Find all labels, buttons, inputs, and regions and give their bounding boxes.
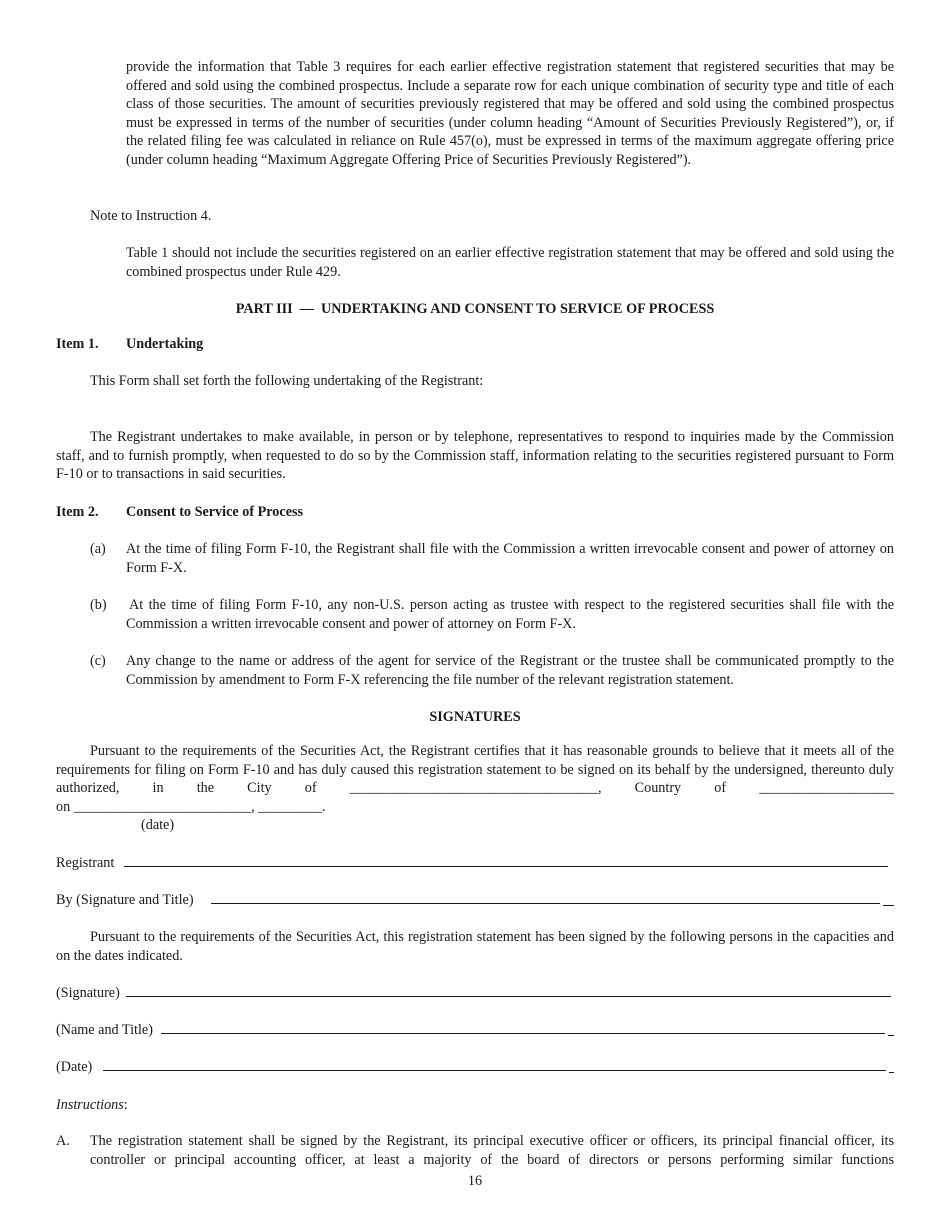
by-signature-title-label: By (Signature and Title) [56, 892, 194, 908]
item2-a-label: (a) [90, 541, 106, 557]
name-title-line-tail [888, 1035, 894, 1036]
signatures-heading: SIGNATURES [429, 709, 521, 725]
signature-label: (Signature) [56, 985, 120, 1001]
note-heading: Note to Instruction 4. [90, 208, 212, 224]
instructions-heading-colon: : [123, 1097, 128, 1113]
instructions-heading [56, 1096, 256, 1115]
page-number: 16 [467, 1173, 483, 1189]
item2-c-text: Any change to the name or address of the agent for service of the Registrant or the trustee shall be communicated promptly to the Commission by amendment to Form F-X referencing the file number of the relevant registration statement. [126, 653, 894, 688]
part-heading: PART III — UNDERTAKING AND CONSENT TO SERVICE OF PROCESS [235, 301, 715, 317]
item1-title: Undertaking [126, 336, 204, 352]
date-line-tail [889, 1072, 894, 1073]
item1-number: Item 1. [56, 336, 99, 352]
instructions-heading-text: Instructions [56, 1097, 124, 1113]
instruction-a-text: The registration statement shall be signed by the Registrant, its principal executive officer or officers, its principal financial officer, its controller or principal accounting officer, at least a majority of the board of directors or persons performing similar functions [90, 1133, 894, 1168]
item2-a-text: At the time of filing Form F-10, the Registrant shall file with the Commission a written irrevocable consent and power of attorney on Form F-X. [126, 541, 894, 576]
item2-b-label: (b) [90, 597, 107, 613]
date-caption: (date) [141, 817, 175, 833]
item2-b-text: At the time of filing Form F-10, any non-U.S. person acting as trustee with respect to the registered securities shall file with the Commission a written irrevocable consent and power of attorney on Form F-X. [126, 597, 894, 632]
item2-number: Item 2. [56, 504, 99, 520]
date-label: (Date) [56, 1059, 93, 1075]
item1-undertaking-text: The Registrant undertakes to make available, in person or by telephone, representatives to respond to inquiries made by the Commission staff, and to furnish promptly, when requested to do so by the Commission staff, information relating to the securities registered pursuant to Form F-10 or to transactions in said securities. [56, 429, 894, 483]
signature-line[interactable] [126, 996, 891, 997]
signature-date-line[interactable]: on _________________________, _________. [56, 799, 326, 815]
name-and-title-label: (Name and Title) [56, 1022, 153, 1038]
item1-intro: This Form shall set forth the following undertaking of the Registrant: [90, 373, 484, 389]
date-line[interactable] [103, 1070, 886, 1071]
instruction-a-label: A. [56, 1133, 70, 1149]
signatures-persons-paragraph: Pursuant to the requirements of the Securities Act, this registration statement has been signed by the following persons in the capacities and on the dates indicated. [56, 929, 894, 964]
instruction-continuation-paragraph: provide the information that Table 3 requires for each earlier effective registration statement that registered securities that may be offered and sold using the combined prospectus. Include a separate row for each unique combination of security type and title of each class of those securities. The amount of securities previously registered that may be offered and sold using the combined prospectus must be expressed in terms of the number of securities (under column heading “Amount of Securities Previously Registered”), or, if the related filing fee was calculated in reliance on Rule 457(o), must be expressed in terms of the maximum aggregate offering price (under column heading “Maximum Aggregate Offering Price of Securities Previously Registered”). [126, 59, 894, 168]
registrant-signature-line[interactable] [124, 866, 888, 867]
by-signature-line-tail [883, 905, 894, 906]
by-signature-title-line[interactable] [211, 903, 880, 904]
registrant-label: Registrant [56, 855, 115, 871]
name-and-title-line[interactable] [161, 1033, 885, 1034]
note-text: Table 1 should not include the securities registered on an earlier effective registration statement that may be offered and sold using the combined prospectus under Rule 429. [126, 245, 894, 280]
item2-title: Consent to Service of Process [126, 504, 304, 520]
item2-c-label: (c) [90, 653, 106, 669]
signatures-certification-paragraph: Pursuant to the requirements of the Securities Act, the Registrant certifies that it has reasonable grounds to believe that it meets all of the requirements for filing on Form F-10 and has duly caused this registration statement to be signed on its behalf by the undersigned, thereunto duly authorized, in the City of ___________________________________, Country of ___________________ [56, 743, 894, 797]
